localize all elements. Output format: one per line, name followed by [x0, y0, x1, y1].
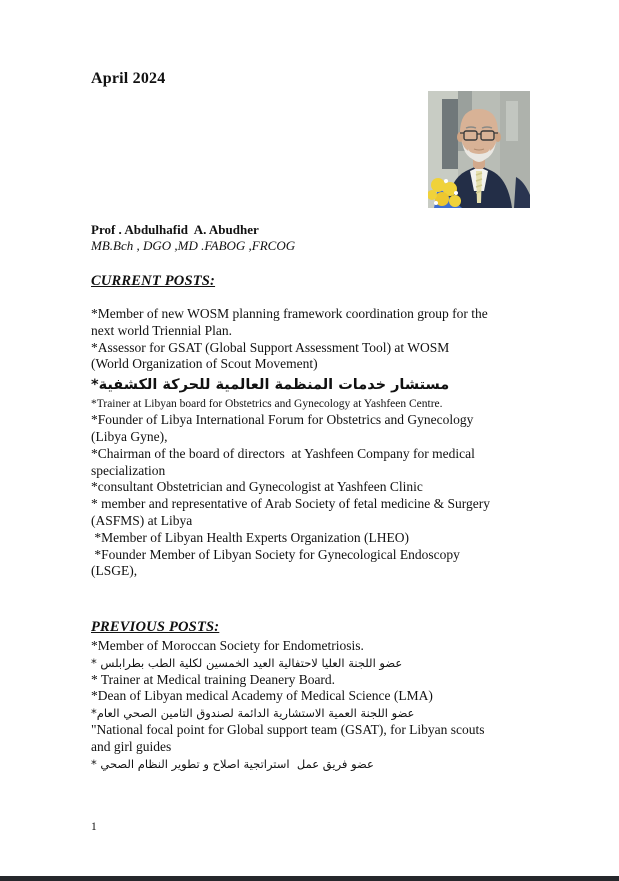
cv-line: next world Triennial Plan. — [91, 322, 232, 338]
cv-line: * Trainer at Medical training Deanery Board. — [91, 671, 336, 687]
cv-line: *Founder of Libya International Forum for Obstetrics and Gynecology — [91, 412, 474, 428]
cv-line: *Dean of Libyan medical Academy of Medical Science (LMA) — [91, 688, 433, 704]
previous-posts-list — [91, 638, 539, 772]
cv-line: specialization — [91, 462, 166, 478]
cv-line-arabic: مستشار خدمات المنظمة العالمية للحركة الكشفية* — [91, 377, 450, 394]
cv-line: *Member of Libyan Health Experts Organization (LHEO) — [91, 529, 410, 545]
cv-line: *Trainer at Libyan board for Obstetrics and Gynecology at Yashfeen Centre. — [91, 398, 443, 411]
cv-line: * member and representative of Arab Society of fetal medicine & Surgery — [91, 496, 490, 512]
profile-photo — [428, 91, 530, 208]
cv-line: *consultant Obstetrician and Gynecologist at Yashfeen Clinic — [91, 479, 423, 495]
profile-header — [91, 222, 531, 254]
cv-line: and girl guides — [91, 738, 172, 754]
cv-line: *Member of new WOSM planning framework coordination group for the — [91, 306, 488, 321]
cv-line: *Chairman of the board of directors at Yashfeen Company for medical — [91, 445, 475, 461]
cv-line: "National focal point for Global support team (GSAT), for Libyan scouts — [91, 721, 485, 737]
cv-line: (World Organization of Scout Movement) — [91, 356, 318, 372]
bottom-edge-bar — [0, 876, 619, 881]
cv-line: (Libya Gyne), — [91, 428, 168, 444]
cv-line: *Assessor for GSAT (Global Support Assessment Tool) at WOSM — [91, 339, 450, 355]
portrait-image — [428, 91, 530, 208]
cv-line-arabic: عضو اللجنة العمية الاستشارية الدائمة لصندوق التامين الصحي العام* — [91, 706, 415, 721]
date-heading: April 2024 — [91, 70, 166, 87]
section-title-current-posts: CURRENT POSTS: — [91, 273, 216, 289]
profile-name: Prof . Abdulhafid A. Abudher — [91, 222, 259, 237]
current-posts-list — [91, 306, 539, 580]
cv-line: *Founder Member of Libyan Society for Gynecological Endoscopy — [91, 546, 460, 562]
cv-line: *Member of Moroccan Society for Endometriosis. — [91, 638, 364, 653]
cv-line: (LSGE), — [91, 563, 138, 579]
cv-line: (ASFMS) at Libya — [91, 512, 193, 528]
section-title-previous-posts: PREVIOUS POSTS: — [91, 619, 220, 635]
cv-line-arabic: عضو اللجنة العليا لاحتفالية العيد الخمسين لكلية الطب بطرابلس * — [91, 655, 403, 670]
profile-credentials: MB.Bch , DGO ,MD .FABOG ,FRCOG — [91, 238, 296, 253]
page-number: 1 — [91, 821, 97, 833]
cv-line-arabic: عضو فريق عمل استراتجية اصلاح و تطوير النظام الصحي * — [91, 756, 374, 771]
